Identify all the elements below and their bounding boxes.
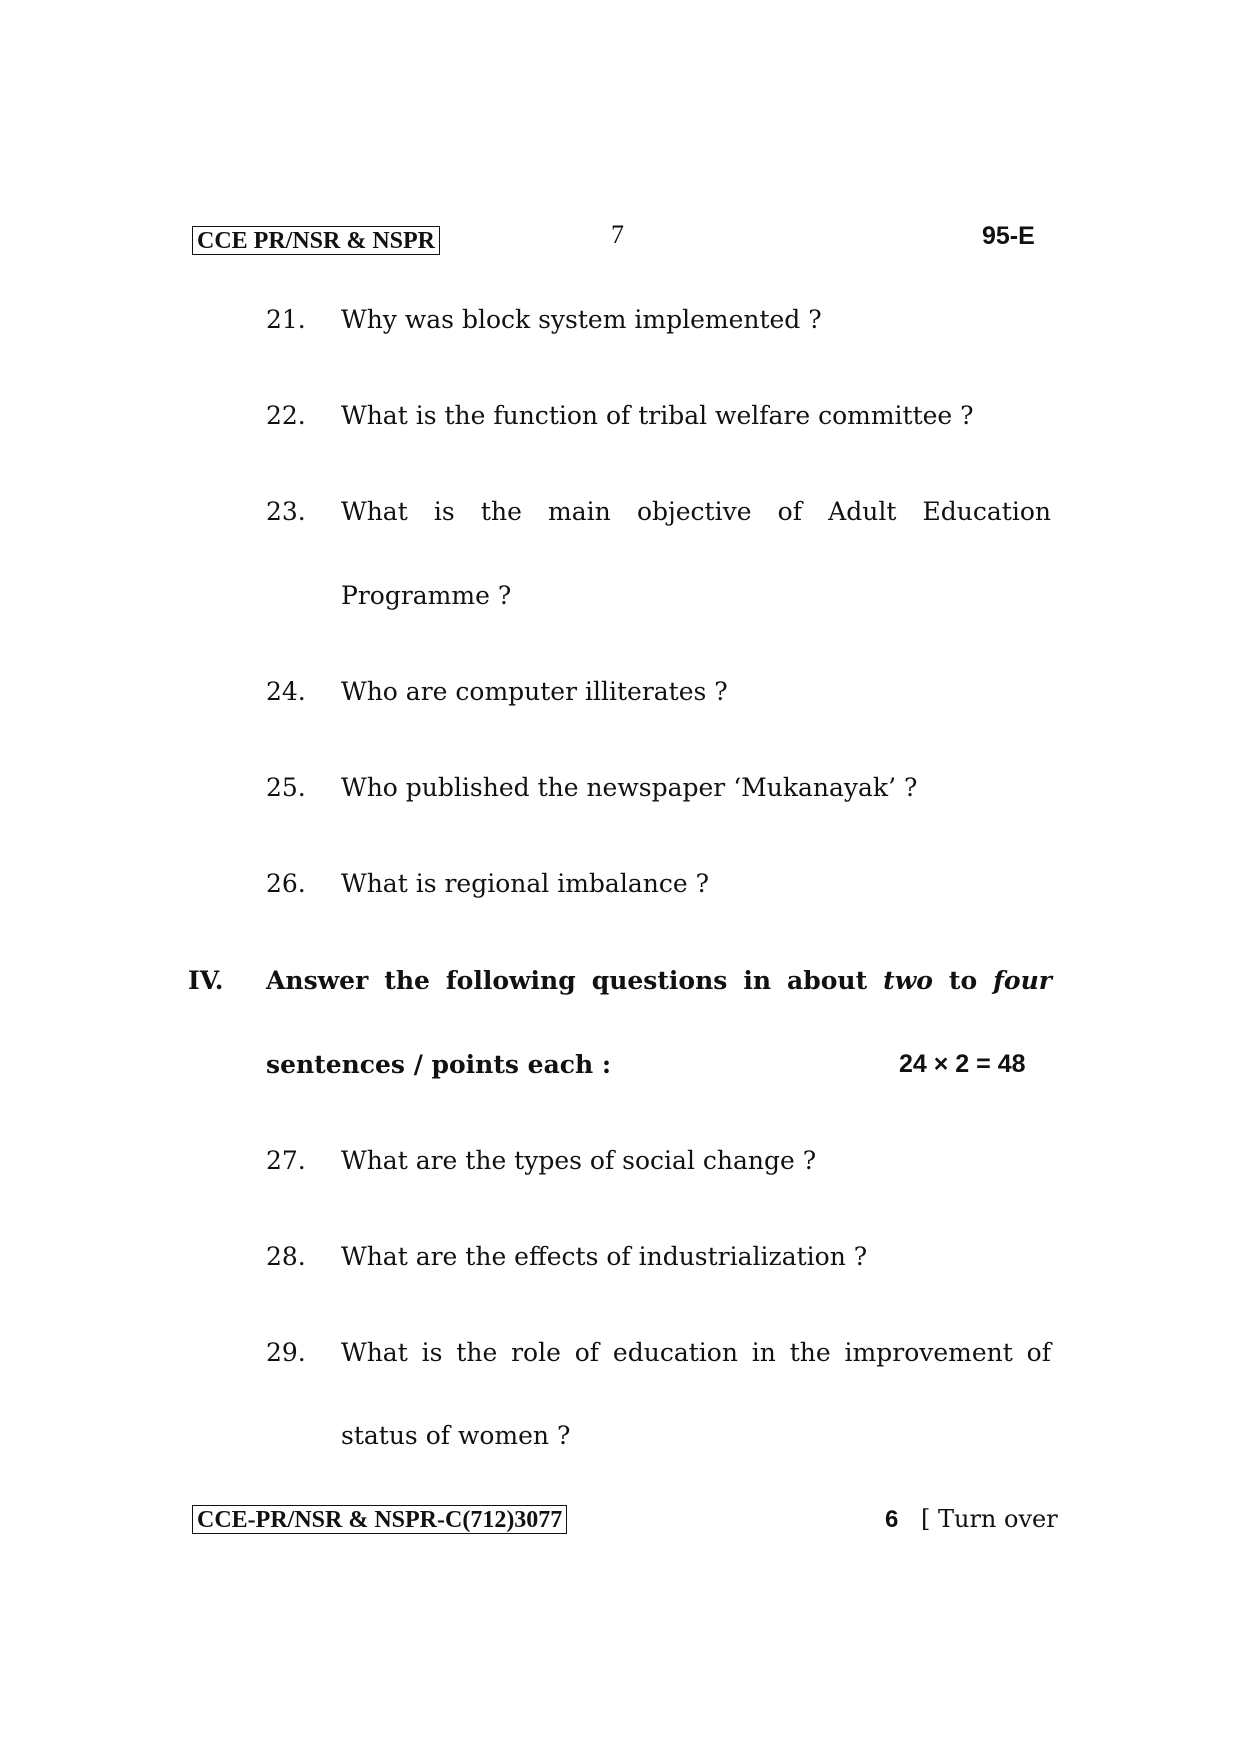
question-text: What are the effects of industrialization ? xyxy=(341,1242,868,1271)
footer-code-text: CCE-PR/NSR & NSPR-C(712)3077 xyxy=(197,1507,563,1533)
question-number: 28. xyxy=(266,1242,306,1271)
section-marks: 24 × 2 = 48 xyxy=(899,1050,1026,1078)
header-code-box xyxy=(192,226,440,255)
question-text: What is the function of tribal welfare committee ? xyxy=(341,401,974,430)
question-text-continued: Programme ? xyxy=(341,581,512,610)
page-number: 7 xyxy=(611,220,624,249)
question-text: What is regional imbalance ? xyxy=(341,869,709,898)
question-number: 24. xyxy=(266,677,306,706)
section-word-two: two xyxy=(883,966,933,995)
header-code-text: CCE PR/NSR & NSPR xyxy=(197,228,436,254)
question-text: Why was block system implemented ? xyxy=(341,305,822,334)
section-roman-numeral: IV. xyxy=(188,966,224,995)
turn-over-label: [ Turn over xyxy=(921,1505,1058,1533)
question-text: What is the role of education in the improvement of xyxy=(341,1338,1051,1367)
question-text: What is the main objective of Adult Education xyxy=(341,497,1051,526)
question-number: 27. xyxy=(266,1146,306,1175)
footer-code-box xyxy=(192,1505,567,1534)
sheet-number: 6 xyxy=(885,1506,899,1533)
question-text: What are the types of social change ? xyxy=(341,1146,817,1175)
question-text: Who published the newspaper ‘Mukanayak’ ? xyxy=(341,773,918,802)
section-word: Answer xyxy=(266,966,369,995)
section-instruction-line1 xyxy=(266,966,1052,995)
section-word: following xyxy=(445,966,576,995)
question-number: 25. xyxy=(266,773,306,802)
question-number: 22. xyxy=(266,401,306,430)
section-word: questions xyxy=(591,966,728,995)
section-word: about xyxy=(787,966,868,995)
question-number: 29. xyxy=(266,1338,306,1367)
paper-code: 95-E xyxy=(982,222,1035,250)
section-word-to: to xyxy=(948,966,978,995)
question-number: 23. xyxy=(266,497,306,526)
question-number: 26. xyxy=(266,869,306,898)
section-instruction-line2: sentences / points each : xyxy=(266,1050,612,1079)
section-word-four: four xyxy=(993,966,1052,995)
question-text-continued: status of women ? xyxy=(341,1421,571,1450)
question-number: 21. xyxy=(266,305,306,334)
section-word: in xyxy=(743,966,772,995)
question-text: Who are computer illiterates ? xyxy=(341,677,728,706)
section-word: the xyxy=(384,966,430,995)
